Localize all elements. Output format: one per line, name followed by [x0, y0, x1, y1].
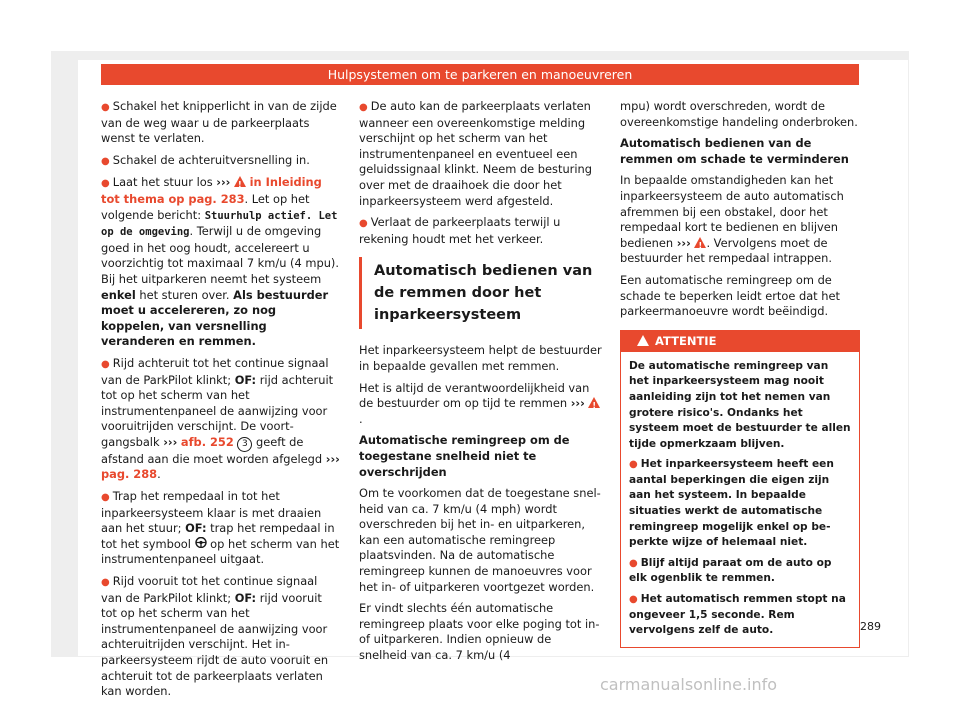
- bullet-icon: ●: [101, 358, 110, 370]
- figure-reference-link[interactable]: afb. 252: [180, 434, 234, 449]
- attention-bullet: ● Het inparkeersysteem heeft een aantal beperkingen die eigen zijn aan het systeem. In bepaalde situaties werkt de automatische remingreep mogelijk enkel op beperkte wijze of helemaal niet.: [629, 458, 834, 549]
- column-3: [620, 99, 860, 648]
- bullet-item: ● Rijd achteruit tot het continue signaal van de ParkPilot klinkt; OF: rijd achteruit tot op het scherm van het instrumentenpaneel de aanwijzing voor vooruitrijden verschijnt. De voortgangsbalk ››› afb. 252 3 geeft de afstand aan die moet worden afgelegd ››› pag. 288.: [101, 355, 340, 482]
- bullet-icon: ●: [359, 218, 368, 230]
- warning-icon: [637, 335, 649, 346]
- watermark: carmanualsonline.info: [600, 675, 778, 694]
- reference-arrows: ›››: [676, 235, 691, 250]
- bullet-icon: ●: [101, 577, 110, 589]
- warning-icon: [234, 176, 246, 187]
- attention-bullet: ● Het automatisch remmen stopt na ongeveer 1,5 seconde. Rem vervolgens zelf de auto.: [629, 593, 846, 637]
- bullet-item: ● Rijd vooruit tot het continue signaal van de ParkPilot klinkt; OF: rijd vooruit tot op het scherm van het instrumentenpaneel de aanwijzing voor achteruitrijden verschijnt. Het inparkeersysteem rijdt de auto vooruit en achteruit tot de parkeerplaats verlaten kan worden.: [101, 574, 329, 699]
- bullet-icon: ●: [101, 492, 110, 504]
- bullet-item: ● Trap het rempedaal in tot het inparkeersysteem klaar is met draaien aan het stuur; OF: trap het rempedaal in tot het symbool op het scherm van het instrumentenpaneel uitgaat.: [101, 489, 340, 567]
- paragraph: In bepaalde omstandigheden kan het inparkeersysteem de auto automatisch afremmen bij een obstakel, door het rempedaal kort te bedienen en blijven bedienen ››› ! . Vervolgens moet de bestuurder het rempedaal intrappen.: [620, 173, 860, 267]
- column-2: [359, 99, 602, 670]
- attention-body: [621, 352, 859, 647]
- page-header: Hulpsystemen om te parkeren en manoeuvreren: [101, 64, 859, 85]
- paragraph: Het inparkeersysteem helpt de bestuurder in bepaalde gevallen met remmen.: [359, 343, 602, 373]
- bullet-icon: ●: [629, 557, 638, 569]
- bullet-item: ● Schakel het knipperlicht in van de zijde van de weg waar u de parkeerplaats wenst te verlaten.: [101, 99, 337, 146]
- subheading: Automatisch bedienen van de remmen om schade te verminderen: [620, 136, 849, 166]
- cross-reference-link[interactable]: in Inleiding tot thema op pag. 283: [101, 175, 322, 206]
- warning-icon[interactable]: [694, 237, 706, 248]
- bullet-icon: ●: [101, 155, 110, 167]
- attention-bullet: ● Blijf altijd paraat om de auto op elk ogenblik te remmen.: [629, 556, 832, 585]
- bullet-item: ● De auto kan de parkeerplaats verlaten wanneer een overeenkomstige melding verschijnt op het scherm van het instrumentenpaneel en eventueel een geluidssignaal klinkt. Neem de besturing over met de draaihoek die door het inparkeersysteem werd afgesteld.: [359, 99, 592, 208]
- reference-arrows: ›››: [216, 175, 231, 190]
- bullet-item: ● Laat het stuur los ››› ! in Inleiding tot thema op pag. 283. Let op het volgende bericht: Stuurhulp actief. Let op de omgeving. Terwijl u de omgeving goed in het oog houdt, accelereert u voorzichtig tot maximaal 7 km/u (4 mpu). Bij het uitparkeren neemt het systeem enkel het sturen over. Als bestuurder moet u accelereren, zo nog koppelen, van versnelling veranderen en remmen.: [101, 175, 341, 350]
- bullet-icon: ●: [101, 178, 110, 190]
- steering-wheel-icon: [195, 537, 207, 548]
- bullet-icon: ●: [101, 102, 110, 113]
- warning-icon[interactable]: [588, 397, 600, 408]
- page-reference-link[interactable]: pag. 288: [101, 467, 158, 482]
- paragraph: Er vindt slechts één automatische remingreep plaats voor elke poging tot in- of uitparkeren. Indien opnieuw de snelheid van ca. 7 km/u (4: [359, 601, 600, 663]
- bullet-icon: ●: [359, 102, 368, 113]
- subheading: Automatische remingreep om de toegestane snelheid niet te overschrijden: [359, 433, 570, 479]
- bullet-icon: ●: [629, 594, 638, 606]
- display-message: Stuurhulp actief. Let op de omgeving: [101, 209, 338, 239]
- paragraph: Het is altijd de verantwoordelijkheid van de bestuurder om op tijd te remmen ››› !.: [359, 381, 602, 428]
- attention-header: ATTENTIE: [621, 331, 859, 352]
- page-number: 289: [860, 620, 881, 633]
- section-heading: Automatisch bedienen van de remmen door het inparkeersysteem: [359, 257, 602, 329]
- column-1: [101, 99, 341, 706]
- paragraph: Om te voorkomen dat de toegestane snelheid van ca. 7 km/u (4 mph) wordt overschreden bij het in- en uitparkeren, kan een automatische remingreep plaatsvinden. Na de automatische remingreep kunnen de manoeuvres voor het in- of uitparkeren voortgezet worden.: [359, 486, 601, 594]
- paragraph: Een automatische remingreep om de schade te beperken leidt ertoe dat het parkeermanoeuvre wordt beëindigd.: [620, 272, 840, 319]
- bullet-icon: ●: [629, 459, 638, 471]
- callout-number: 3: [237, 437, 252, 452]
- reference-arrows: ›››: [325, 451, 340, 466]
- bullet-item: ● Schakel de achteruitversnelling in.: [101, 152, 310, 167]
- attention-box: [620, 330, 860, 648]
- reference-arrows: ›››: [570, 396, 585, 411]
- bullet-item: ● Verlaat de parkeerplaats terwijl u rekening houdt met het verkeer.: [359, 215, 561, 246]
- paragraph: mpu) wordt overschreden, wordt de overeenkomstige handeling onderbroken.: [620, 99, 858, 129]
- attention-text: De automatische remingreep van het inparkeersysteem mag nooit aanleiding zijn tot het nemen van grotere risico's. Ondanks het systeem moet de bestuurder te allen tijde opmerkzaam blijven.: [629, 359, 851, 450]
- reference-arrows: ›››: [163, 434, 178, 449]
